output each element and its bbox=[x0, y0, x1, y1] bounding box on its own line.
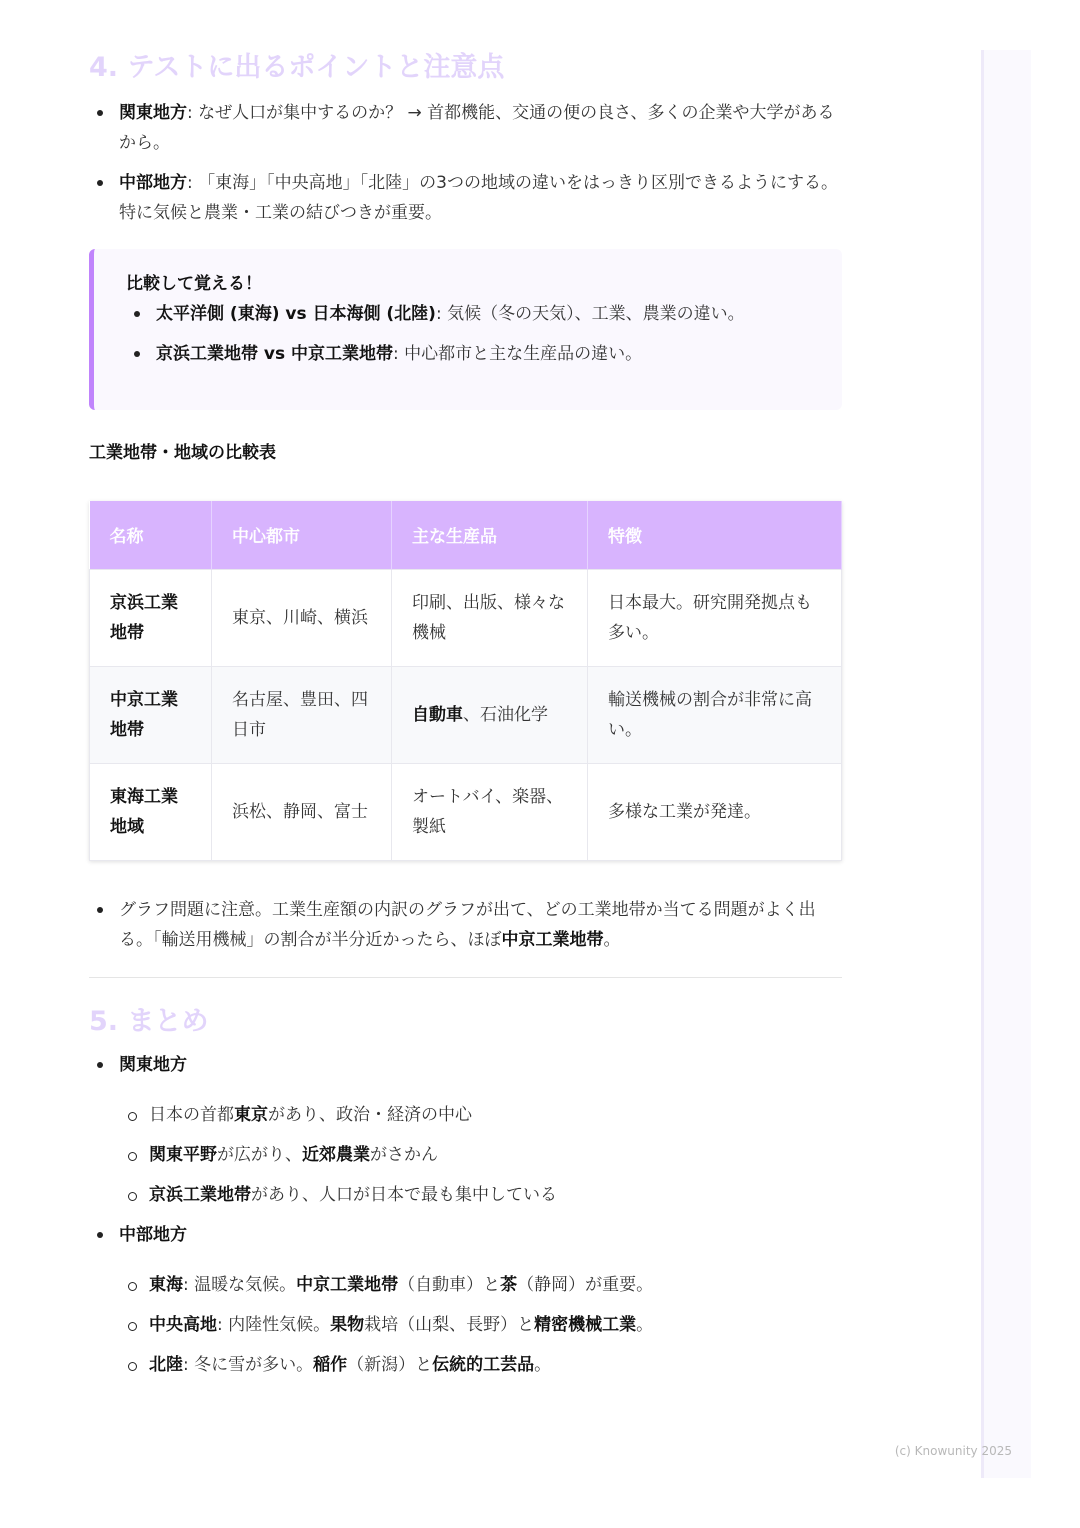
text: 、石油化学 bbox=[463, 704, 548, 725]
text: （自動車）と bbox=[398, 1274, 501, 1295]
table-cell bbox=[588, 763, 842, 860]
bold-text: 中央高地 bbox=[149, 1314, 217, 1335]
text: 輸送機械の割合が非常に高い。 bbox=[608, 689, 812, 740]
text: （静岡）が重要。 bbox=[517, 1274, 654, 1295]
list-item bbox=[119, 1270, 842, 1300]
list-item bbox=[119, 1180, 842, 1210]
list-item bbox=[119, 1350, 842, 1380]
side-panel bbox=[981, 50, 1031, 1478]
text: 日本の首都 bbox=[149, 1104, 234, 1125]
compare-callout bbox=[89, 249, 842, 410]
table-cell bbox=[90, 763, 212, 860]
graph-note-list bbox=[89, 895, 842, 955]
text: 栽培（山梨、長野）と bbox=[364, 1314, 535, 1335]
table-header-row bbox=[90, 501, 842, 569]
column-header: 特徴 bbox=[588, 501, 842, 569]
bold-text: 東海 bbox=[149, 1274, 183, 1295]
bold-text: 関東平野 bbox=[149, 1144, 217, 1165]
bold-text: 茶 bbox=[500, 1274, 518, 1295]
table-row bbox=[90, 569, 842, 666]
copyright-footer: (c) Knowunity 2025 bbox=[894, 1444, 1012, 1458]
text: 名古屋、豊田、四日市 bbox=[232, 689, 368, 740]
list-item bbox=[126, 299, 812, 329]
test-points-list bbox=[89, 98, 842, 228]
bold-text: 東海工業地域 bbox=[110, 786, 178, 837]
summary-group-chubu bbox=[89, 1220, 842, 1380]
table-title: 工業地帯・地域の比較表 bbox=[89, 443, 276, 463]
column-header: 主な生産品 bbox=[392, 501, 588, 569]
list-item bbox=[89, 98, 842, 158]
text: : 冬に雪が多い。 bbox=[183, 1354, 314, 1375]
bold-text: 中部地方 bbox=[119, 173, 187, 193]
bold-text: 果物 bbox=[330, 1314, 365, 1335]
bold-text: 精密機械工業 bbox=[534, 1314, 637, 1335]
section-5-heading: 5. まとめ bbox=[89, 1005, 209, 1037]
bold-text: 中京工業地帯 bbox=[110, 689, 178, 740]
bold-text: 京浜工業地帯 vs 中京工業地帯 bbox=[156, 344, 394, 364]
bold-text: 近郊農業 bbox=[302, 1144, 370, 1165]
table-cell bbox=[212, 763, 392, 860]
list-item bbox=[119, 1100, 842, 1130]
table-cell bbox=[588, 569, 842, 666]
table-cell bbox=[392, 763, 588, 860]
group-title: 関東地方 bbox=[119, 1054, 187, 1075]
text: 。 bbox=[603, 929, 621, 950]
text: があり、政治・経済の中心 bbox=[268, 1104, 472, 1125]
summary-list bbox=[89, 1050, 842, 1380]
text: 印刷、出版、様々な機械 bbox=[412, 592, 565, 643]
list-item bbox=[119, 1140, 842, 1170]
bold-text: 京浜工業地帯 bbox=[110, 592, 178, 643]
text: 。 bbox=[534, 1354, 552, 1375]
text: : 「東海」「中央高地」「北陸」の3つの地域の違いをはっきり区別できるようにする。特に気候と農業・工業の結びつきが重要。 bbox=[119, 173, 838, 223]
bold-text: 北陸 bbox=[149, 1354, 183, 1375]
table-cell bbox=[90, 666, 212, 763]
text: オートバイ、楽器、製紙 bbox=[412, 786, 564, 837]
column-header: 中心都市 bbox=[212, 501, 392, 569]
text: : 内陸性気候。 bbox=[217, 1314, 331, 1335]
text: : 気候（冬の天気）、工業、農業の違い。 bbox=[435, 304, 745, 324]
summary-group-kanto bbox=[89, 1050, 842, 1210]
bold-text: 関東地方 bbox=[119, 103, 187, 123]
text: 浜松、静岡、富士 bbox=[232, 801, 368, 822]
table-row bbox=[90, 666, 842, 763]
text: : 中心都市と主な生産品の違い。 bbox=[393, 344, 643, 364]
column-header: 名称 bbox=[90, 501, 212, 569]
bold-text: 太平洋側 (東海) vs 日本海側 (北陸) bbox=[156, 304, 436, 324]
comparison-table bbox=[89, 501, 842, 861]
list-item bbox=[89, 895, 842, 955]
text: がさかん bbox=[370, 1144, 438, 1165]
table-row bbox=[90, 763, 842, 860]
table-cell bbox=[392, 569, 588, 666]
text: （新潟）と bbox=[347, 1354, 433, 1375]
bold-text: 中京工業地帯 bbox=[296, 1274, 399, 1295]
divider bbox=[89, 977, 842, 978]
bold-text: 自動車 bbox=[412, 704, 463, 725]
list-item bbox=[126, 339, 812, 369]
callout-title: 比較して覚える！ bbox=[126, 274, 262, 294]
text: : なぜ人口が集中するのか？ → 首都機能、交通の便の良さ、多くの企業や大学があるから。 bbox=[119, 103, 835, 153]
group-title: 中部地方 bbox=[119, 1224, 187, 1245]
text: : 温暖な気候。 bbox=[183, 1274, 297, 1295]
text: があり、人口が日本で最も集中している bbox=[251, 1184, 557, 1205]
bold-text: 京浜工業地帯 bbox=[149, 1184, 251, 1205]
text: が広がり、 bbox=[217, 1144, 302, 1165]
bold-text: 伝統的工芸品 bbox=[432, 1354, 535, 1375]
bold-text: 中京工業地帯 bbox=[501, 929, 604, 950]
section-4-heading: 4. テストに出るポイントと注意点 bbox=[89, 52, 505, 83]
table-cell bbox=[212, 569, 392, 666]
table-cell bbox=[588, 666, 842, 763]
text: 多様な工業が発達。 bbox=[608, 801, 761, 822]
table-cell bbox=[90, 569, 212, 666]
table-cell bbox=[212, 666, 392, 763]
text: グラフ問題に注意。工業生産額の内訳のグラフが出て、どの工業地帯か当てる問題がよく出る。「輸送用機械」の割合が半分近かったら、ほぼ bbox=[119, 899, 816, 950]
bold-text: 東京 bbox=[234, 1104, 268, 1125]
text: 。 bbox=[636, 1314, 654, 1335]
list-item bbox=[89, 168, 842, 228]
bold-text: 稲作 bbox=[313, 1354, 348, 1375]
list-item bbox=[119, 1310, 842, 1340]
table-cell bbox=[392, 666, 588, 763]
document-content bbox=[89, 48, 842, 1390]
text: 日本最大。研究開発拠点も多い。 bbox=[608, 592, 812, 643]
text: 東京、川崎、横浜 bbox=[232, 607, 368, 628]
